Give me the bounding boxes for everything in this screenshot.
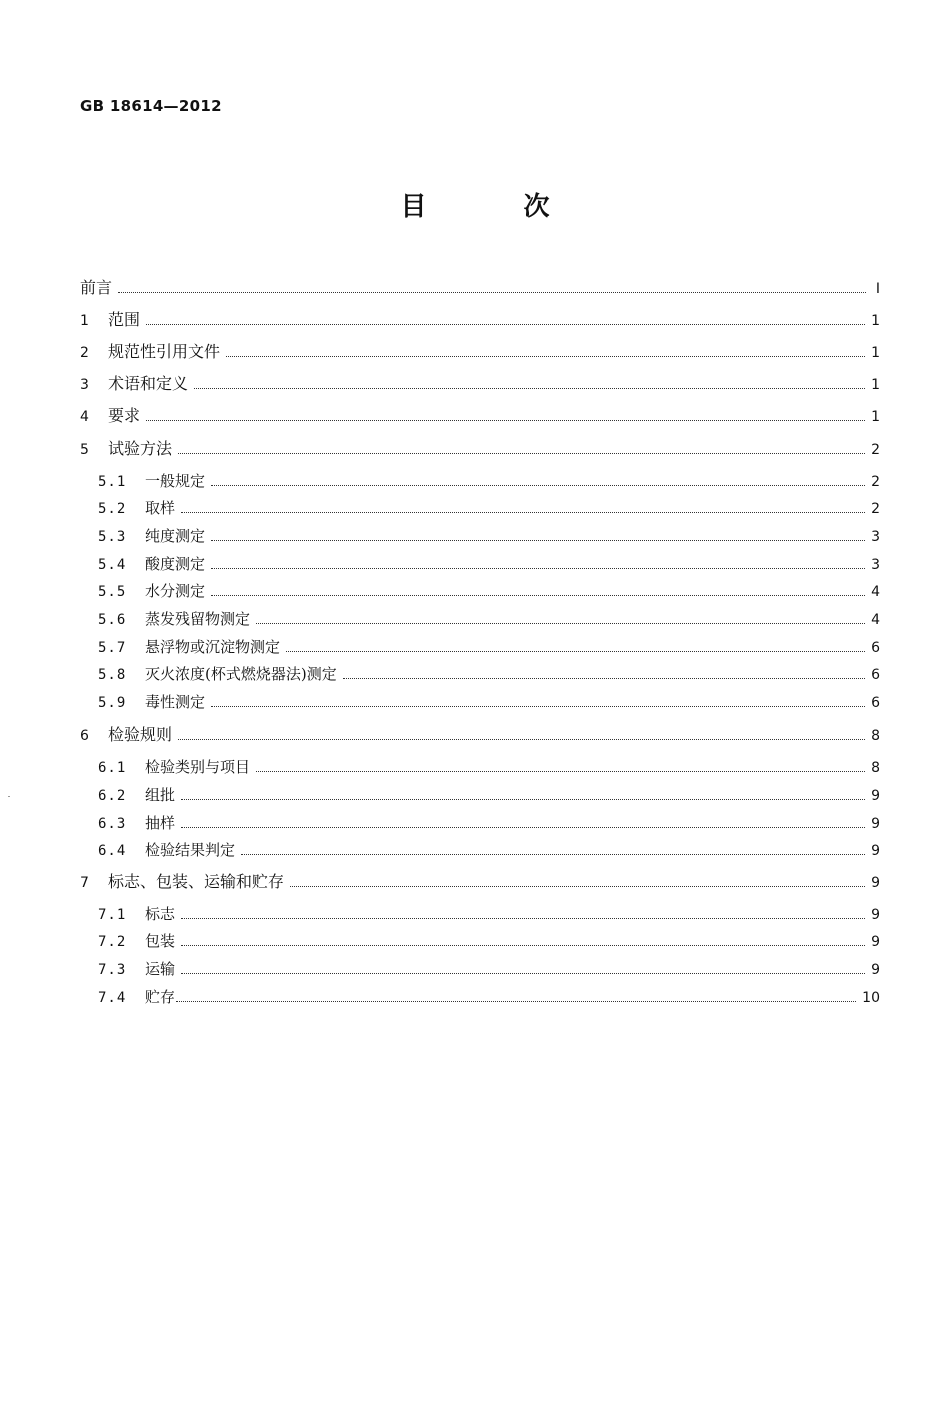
toc-entry-page: 2 <box>871 442 880 458</box>
toc-entry-page: 10 <box>862 990 880 1006</box>
toc-entry-page: 3 <box>871 529 880 545</box>
toc-entry-page: 1 <box>871 377 880 393</box>
toc-entry-title: 毒性测定 <box>145 693 206 711</box>
toc-entry-6[interactable] <box>80 725 880 745</box>
dot-leader <box>181 945 865 946</box>
toc-entry-title: 组批 <box>145 786 176 804</box>
toc-entry-page: 9 <box>871 934 880 950</box>
toc-entry-title: 规范性引用文件 <box>108 342 221 361</box>
toc-entry-page: 8 <box>871 760 880 776</box>
toc-entry-title: 纯度测定 <box>145 527 206 545</box>
toc-entry-7[interactable] <box>80 872 880 892</box>
toc-entry-6-2[interactable] <box>80 785 880 805</box>
toc-entry-number: 6 <box>80 728 89 744</box>
dot-leader <box>176 1001 856 1002</box>
toc-entry-title: 试验方法 <box>108 439 173 458</box>
toc-entry-1[interactable] <box>80 310 880 330</box>
toc-entry-title: 贮存 <box>145 988 176 1006</box>
dot-leader <box>194 388 865 389</box>
toc-entry-3[interactable] <box>80 374 880 394</box>
toc-entry-title: 一般规定 <box>145 472 206 490</box>
toc-entry-number: 5.9 <box>98 695 127 711</box>
toc-entry-7-2[interactable] <box>80 931 880 951</box>
toc-entry-number: 7.3 <box>98 962 127 978</box>
toc-entry-number: 1 <box>80 313 89 329</box>
toc-entry-title: 灭火浓度(杯式燃烧器法)测定 <box>145 665 337 683</box>
dot-leader <box>241 854 865 855</box>
dot-leader <box>343 678 865 679</box>
toc-entry-number: 5.5 <box>98 584 127 600</box>
toc-entry-title: 蒸发残留物测定 <box>145 610 251 628</box>
toc-entry-number: 7 <box>80 875 89 891</box>
toc-entry-page: 1 <box>871 313 880 329</box>
toc-entry-5-4[interactable] <box>80 554 880 574</box>
toc-entry-number: 6.3 <box>98 816 127 832</box>
dot-leader <box>211 706 865 707</box>
toc-entry-number: 3 <box>80 377 89 393</box>
toc-entry-number: 7.2 <box>98 934 127 950</box>
toc-entry-number: 5.2 <box>98 501 127 517</box>
toc-entry-number: 6.2 <box>98 788 127 804</box>
standard-number: GB 18614—2012 <box>80 97 222 115</box>
toc-entry-7-1[interactable] <box>80 904 880 924</box>
toc-entry-5-9[interactable] <box>80 692 880 712</box>
dot-leader <box>181 512 865 513</box>
toc-entry-title: 检验类别与项目 <box>145 758 251 776</box>
toc-entry-number: 7.1 <box>98 907 127 923</box>
toc-entry-5-3[interactable] <box>80 526 880 546</box>
toc-entry-title: 检验结果判定 <box>145 841 236 859</box>
toc-entry-2[interactable] <box>80 342 880 362</box>
toc-entry-number: 5.4 <box>98 557 127 573</box>
toc-entry-page: 1 <box>871 345 880 361</box>
toc-entry-page: 6 <box>871 667 880 683</box>
toc-entry-7-3[interactable] <box>80 959 880 979</box>
toc-entry-7-4[interactable] <box>80 987 880 1007</box>
toc-entry-page: 9 <box>871 907 880 923</box>
toc-entry-title: 抽样 <box>145 814 176 832</box>
toc-entry-title: 检验规则 <box>108 725 173 744</box>
dot-leader <box>146 420 865 421</box>
table-of-contents <box>80 0 880 1100</box>
toc-entry-6-4[interactable] <box>80 840 880 860</box>
toc-entry-title: 包装 <box>145 932 176 950</box>
toc-entry-title: 范围 <box>108 310 141 329</box>
toc-entry-5-6[interactable] <box>80 609 880 629</box>
toc-entry-5-8[interactable] <box>80 664 880 684</box>
toc-entry-page: 6 <box>871 640 880 656</box>
toc-entry-page: 1 <box>871 409 880 425</box>
toc-entry-5-7[interactable] <box>80 637 880 657</box>
dot-leader <box>226 356 865 357</box>
toc-entry-5[interactable] <box>80 439 880 459</box>
toc-entry-page: 3 <box>871 557 880 573</box>
toc-entry-page: 2 <box>871 501 880 517</box>
toc-entry-title: 运输 <box>145 960 176 978</box>
dot-leader <box>286 651 865 652</box>
toc-entry-page: 9 <box>871 843 880 859</box>
toc-entry-number: 5.8 <box>98 667 127 683</box>
dot-leader <box>256 623 865 624</box>
toc-entry-page: 4 <box>871 612 880 628</box>
dot-leader <box>211 485 865 486</box>
toc-entry-page: 6 <box>871 695 880 711</box>
toc-entry-title: 术语和定义 <box>108 374 189 393</box>
toc-entry-title: 悬浮物或沉淀物测定 <box>145 638 281 656</box>
scan-artifact <box>8 796 10 797</box>
toc-entry-6-3[interactable] <box>80 813 880 833</box>
toc-entry-foreword[interactable] <box>80 278 880 298</box>
dot-leader <box>178 739 865 740</box>
toc-entry-6-1[interactable] <box>80 757 880 777</box>
dot-leader <box>146 324 865 325</box>
dot-leader <box>181 918 865 919</box>
toc-entry-page: 9 <box>871 875 880 891</box>
dot-leader <box>118 292 866 293</box>
toc-entry-number: 4 <box>80 409 89 425</box>
toc-entry-page: 9 <box>871 788 880 804</box>
dot-leader <box>211 568 865 569</box>
toc-entry-number: 6.1 <box>98 760 127 776</box>
toc-entry-number: 7.4 <box>98 990 127 1006</box>
dot-leader <box>178 453 865 454</box>
dot-leader <box>181 827 865 828</box>
toc-entry-title: 取样 <box>145 499 176 517</box>
dot-leader <box>211 540 865 541</box>
dot-leader <box>290 886 865 887</box>
toc-entry-number: 5.3 <box>98 529 127 545</box>
toc-entry-5-2[interactable] <box>80 498 880 518</box>
toc-entry-title: 水分测定 <box>145 582 206 600</box>
dot-leader <box>181 799 865 800</box>
toc-entry-4[interactable] <box>80 406 880 426</box>
dot-leader <box>256 771 865 772</box>
toc-entry-page: 8 <box>871 728 880 744</box>
toc-entry-number: 6.4 <box>98 843 127 859</box>
dot-leader <box>181 973 865 974</box>
toc-entry-page: 4 <box>871 584 880 600</box>
dot-leader <box>211 595 865 596</box>
toc-entry-page: 9 <box>871 962 880 978</box>
toc-entry-title: 要求 <box>108 406 141 425</box>
toc-entry-5-1[interactable] <box>80 471 880 491</box>
toc-entry-number: 2 <box>80 345 89 361</box>
page-title: 目 次 <box>400 192 594 222</box>
toc-entry-page: 9 <box>871 816 880 832</box>
toc-entry-number: 5 <box>80 442 89 458</box>
toc-entry-title: 酸度测定 <box>145 555 206 573</box>
toc-entry-page: 2 <box>871 474 880 490</box>
toc-entry-title: 前言 <box>80 278 113 297</box>
toc-entry-title: 标志、包装、运输和贮存 <box>108 872 285 891</box>
toc-entry-5-5[interactable] <box>80 581 880 601</box>
toc-entry-page: Ⅰ <box>875 281 880 297</box>
toc-entry-number: 5.7 <box>98 640 127 656</box>
toc-entry-title: 标志 <box>145 905 176 923</box>
toc-entry-number: 5.6 <box>98 612 127 628</box>
toc-entry-number: 5.1 <box>98 474 127 490</box>
